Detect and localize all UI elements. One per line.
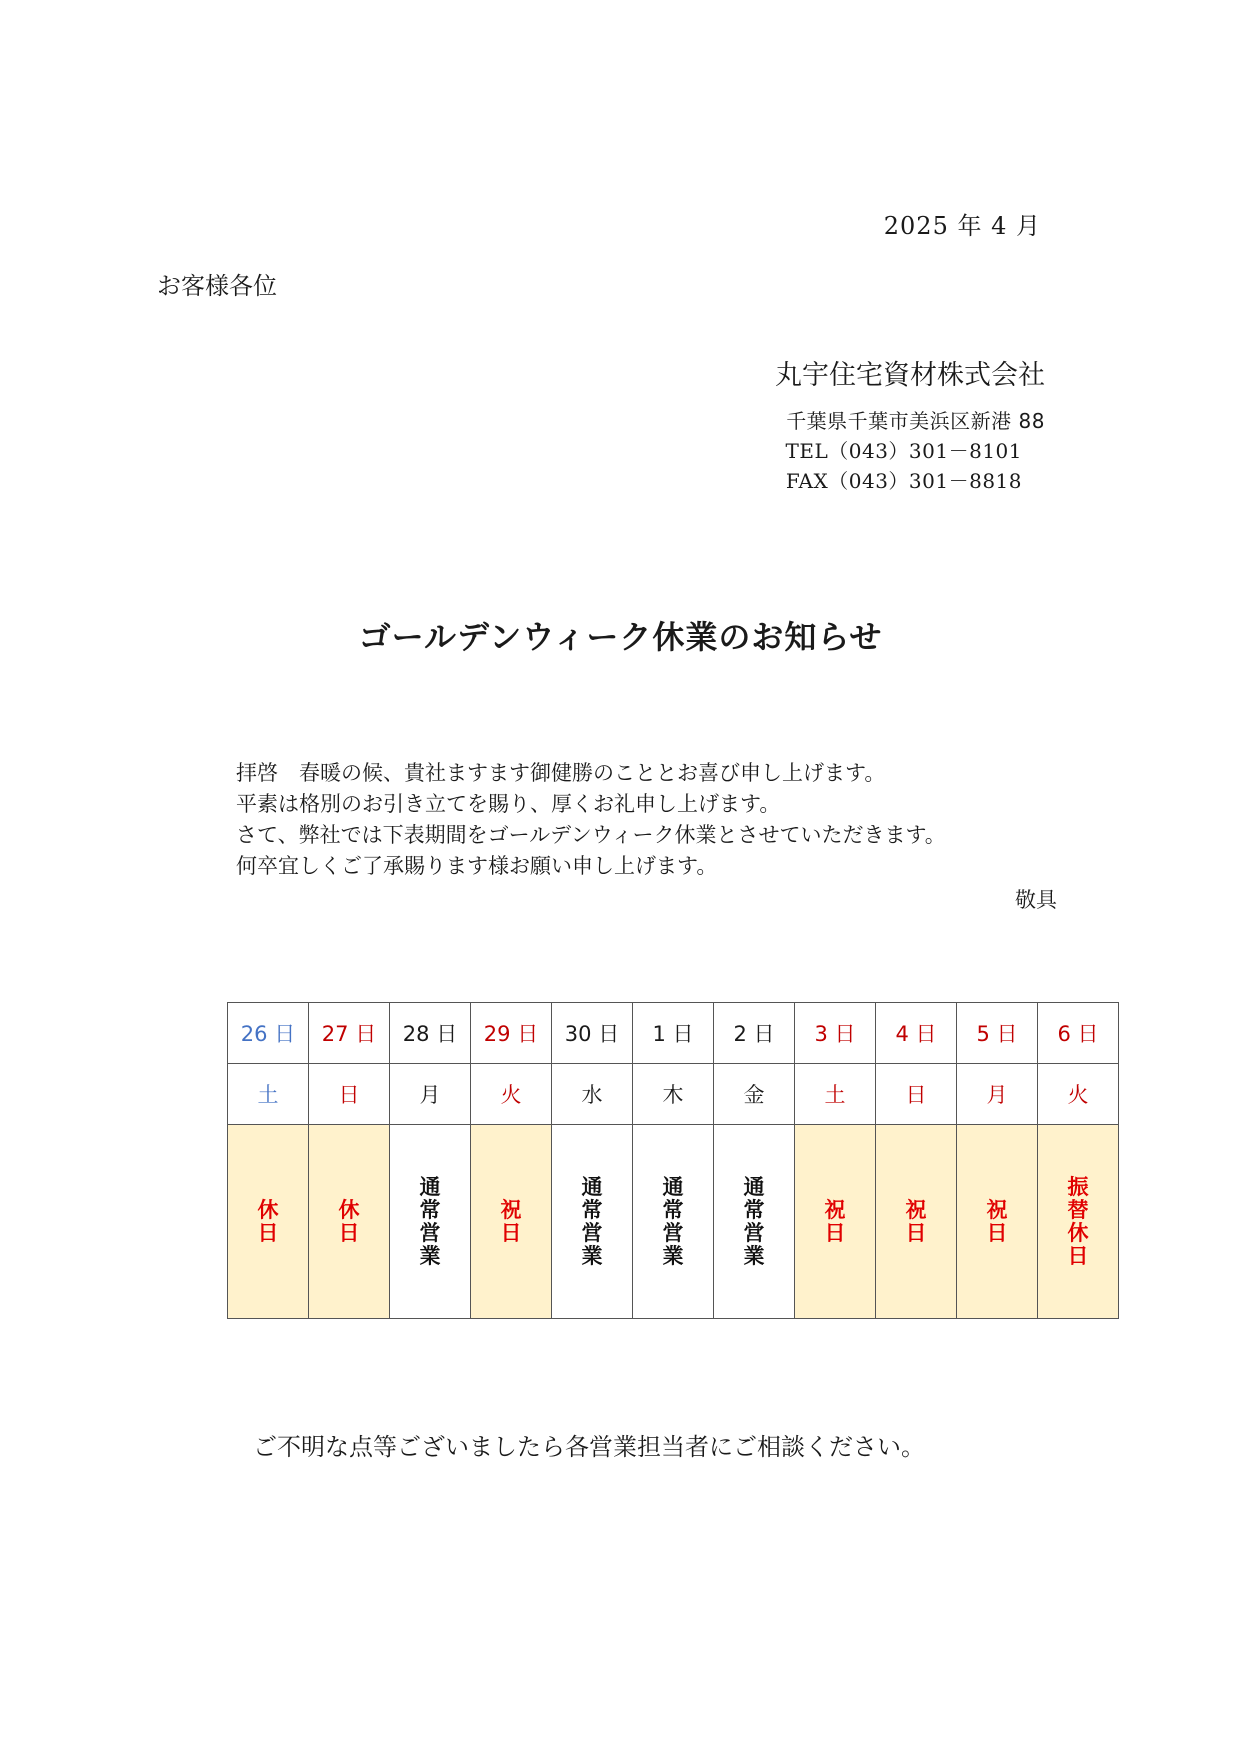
date-cell: 30 日 xyxy=(552,1003,633,1064)
status-text: 祝日 xyxy=(905,1197,927,1245)
status-cell xyxy=(957,1125,1038,1319)
closing: 敬具 xyxy=(1015,888,1057,912)
status-cell xyxy=(714,1125,795,1319)
date-cell: 3 日 xyxy=(795,1003,876,1064)
status-text: 休日 xyxy=(257,1197,279,1245)
date-cell: 2 日 xyxy=(714,1003,795,1064)
weekday-cell: 火 xyxy=(471,1064,552,1125)
date-cell: 29 日 xyxy=(471,1003,552,1064)
weekday-cell: 日 xyxy=(876,1064,957,1125)
weekday-cell: 金 xyxy=(714,1064,795,1125)
body-line: 平素は格別のお引き立てを賜り、厚くお礼申し上げます。 xyxy=(236,792,781,816)
company-name: 丸宇住宅資材株式会社 xyxy=(775,360,1045,391)
date-cell: 26 日 xyxy=(228,1003,309,1064)
company-fax: FAX（043）301－8818 xyxy=(785,469,1022,493)
status-cell xyxy=(552,1125,633,1319)
company-tel: TEL（043）301－8101 xyxy=(785,439,1022,463)
status-text: 祝日 xyxy=(824,1197,846,1245)
status-text: 通常営業 xyxy=(662,1174,684,1268)
status-text: 振替休日 xyxy=(1067,1174,1089,1268)
status-cell xyxy=(633,1125,714,1319)
status-cell xyxy=(390,1125,471,1319)
status-cell xyxy=(309,1125,390,1319)
document-date: 2025 年 4 月 xyxy=(883,212,1041,240)
weekday-row xyxy=(228,1064,1119,1125)
status-cell xyxy=(471,1125,552,1319)
footer-note: ご不明な点等ございましたら各営業担当者にご相談ください。 xyxy=(253,1433,925,1461)
status-cell xyxy=(228,1125,309,1319)
addressee: お客様各位 xyxy=(157,272,277,300)
date-row xyxy=(228,1003,1119,1064)
date-cell: 6 日 xyxy=(1038,1003,1119,1064)
status-text: 祝日 xyxy=(500,1197,522,1245)
body-line: さて、弊社では下表期間をゴールデンウィーク休業とさせていただきます。 xyxy=(236,823,946,847)
date-cell: 4 日 xyxy=(876,1003,957,1064)
body-line: 何卒宜しくご了承賜ります様お願い申し上げます。 xyxy=(236,854,718,878)
status-cell xyxy=(876,1125,957,1319)
status-text: 通常営業 xyxy=(419,1174,441,1268)
document-title: ゴールデンウィーク休業のお知らせ xyxy=(358,618,883,656)
status-cell xyxy=(1038,1125,1119,1319)
status-text: 祝日 xyxy=(986,1197,1008,1245)
body-line: 拝啓 春暖の候、貴社ますます御健勝のこととお喜び申し上げます。 xyxy=(236,761,886,785)
weekday-cell: 木 xyxy=(633,1064,714,1125)
status-text: 通常営業 xyxy=(743,1174,765,1268)
holiday-schedule-table xyxy=(227,1002,1119,1319)
weekday-cell: 土 xyxy=(795,1064,876,1125)
weekday-cell: 月 xyxy=(957,1064,1038,1125)
date-cell: 27 日 xyxy=(309,1003,390,1064)
status-row xyxy=(228,1125,1119,1319)
letter-body xyxy=(236,758,946,882)
weekday-cell: 水 xyxy=(552,1064,633,1125)
date-cell: 1 日 xyxy=(633,1003,714,1064)
weekday-cell: 火 xyxy=(1038,1064,1119,1125)
weekday-cell: 日 xyxy=(309,1064,390,1125)
company-address: 千葉県千葉市美浜区新港 88 xyxy=(786,409,1045,433)
weekday-cell: 月 xyxy=(390,1064,471,1125)
status-text: 通常営業 xyxy=(581,1174,603,1268)
date-cell: 5 日 xyxy=(957,1003,1038,1064)
status-cell xyxy=(795,1125,876,1319)
date-cell: 28 日 xyxy=(390,1003,471,1064)
weekday-cell: 土 xyxy=(228,1064,309,1125)
status-text: 休日 xyxy=(338,1197,360,1245)
